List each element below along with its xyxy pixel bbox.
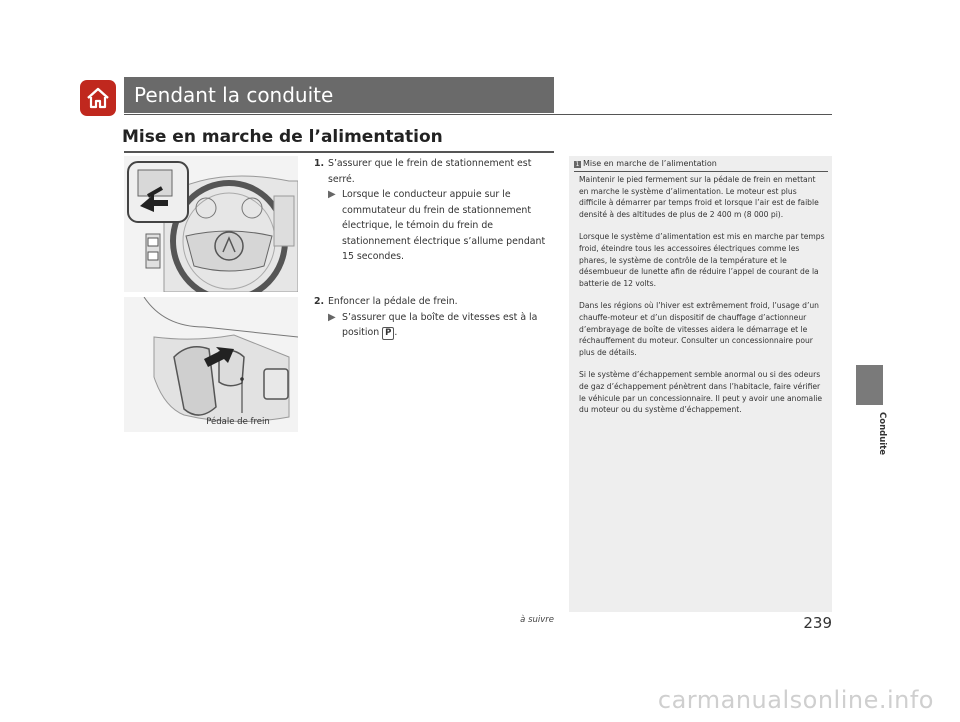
note-heading-text: Mise en marche de l’alimentation xyxy=(583,159,717,168)
gear-position-badge: P xyxy=(382,327,394,340)
brake-pedal-illustration xyxy=(124,297,298,432)
home-icon xyxy=(85,86,111,110)
step-text: Enfoncer la pédale de frein. xyxy=(328,296,458,307)
note-body xyxy=(579,174,825,427)
arrow-right-icon: ▶ xyxy=(328,189,336,200)
step-substep xyxy=(328,310,556,341)
step-1 xyxy=(314,156,556,265)
substep-text: Lorsque le conducteur appuie sur le commutateur du frein de stationnement électrique, le témoin du frein de stationnement électrique s’allume pendant 15 secondes. xyxy=(342,189,546,262)
note-paragraph: Dans les régions où l’hiver est extrêmement froid, l’usage d’un chauffe-moteur et d’un dispositif de chauffage d’actionneur d’embrayage de boîte de vitesses aidera le démarrage et le réchauffement du moteur. Consulter un concessionnaire pour plus de détails. xyxy=(579,301,819,357)
step-text: S’assurer que le frein de stationnement est serré. xyxy=(328,158,532,185)
section-divider xyxy=(124,151,554,153)
step-number: 1. xyxy=(314,158,325,169)
chapter-tab[interactable] xyxy=(856,365,883,405)
section-title: Mise en marche de l’alimentation xyxy=(122,127,443,147)
substep-suffix: . xyxy=(394,327,398,338)
watermark-text: carmanualsonline.info xyxy=(657,686,934,714)
dashboard-illustration xyxy=(124,156,298,292)
brake-pedal-label: Pédale de frein xyxy=(206,417,270,427)
chapter-title: Pendant la conduite xyxy=(124,77,554,113)
substep-text: S’assurer que la boîte de vitesses est à la position xyxy=(342,311,538,338)
home-button[interactable] xyxy=(80,80,116,116)
note-paragraph: Lorsque le système d’alimentation est mis en marche par temps froid, éteindre tous les accessoires électriques comme les phares, le système de contrôle de la température et le désembueur de lunette afin de réduire l’appel de courant de la batterie de 12 volts. xyxy=(579,232,825,288)
continued-label: à suivre xyxy=(520,615,554,625)
header-divider xyxy=(124,114,832,115)
arrow-right-icon: ▶ xyxy=(328,311,336,323)
note-icon: 1 xyxy=(575,161,580,168)
watermark xyxy=(0,684,960,722)
step-2 xyxy=(314,294,556,341)
page-number: 239 xyxy=(803,614,832,632)
note-paragraph: Si le système d’échappement semble anormal ou si des odeurs de gaz d’échappement pénètrent dans l’habitacle, faire vérifier le véhicule par un concessionnaire. Il peut y avoir une anomalie du moteur ou du système d’échappement. xyxy=(579,370,823,415)
chapter-tab-label: Conduite xyxy=(877,412,887,456)
step-number: 2. xyxy=(314,296,325,307)
note-heading xyxy=(574,158,828,172)
note-paragraph: Maintenir le pied fermement sur la pédale de frein en mettant en marche le système d’alimentation. Le moteur est plus difficile à démarrer par temps froid et lorsque l’air est de faible densité à des altitudes de plus de 2 400 m (8 000 pi). xyxy=(579,175,819,219)
step-substep xyxy=(328,187,556,265)
